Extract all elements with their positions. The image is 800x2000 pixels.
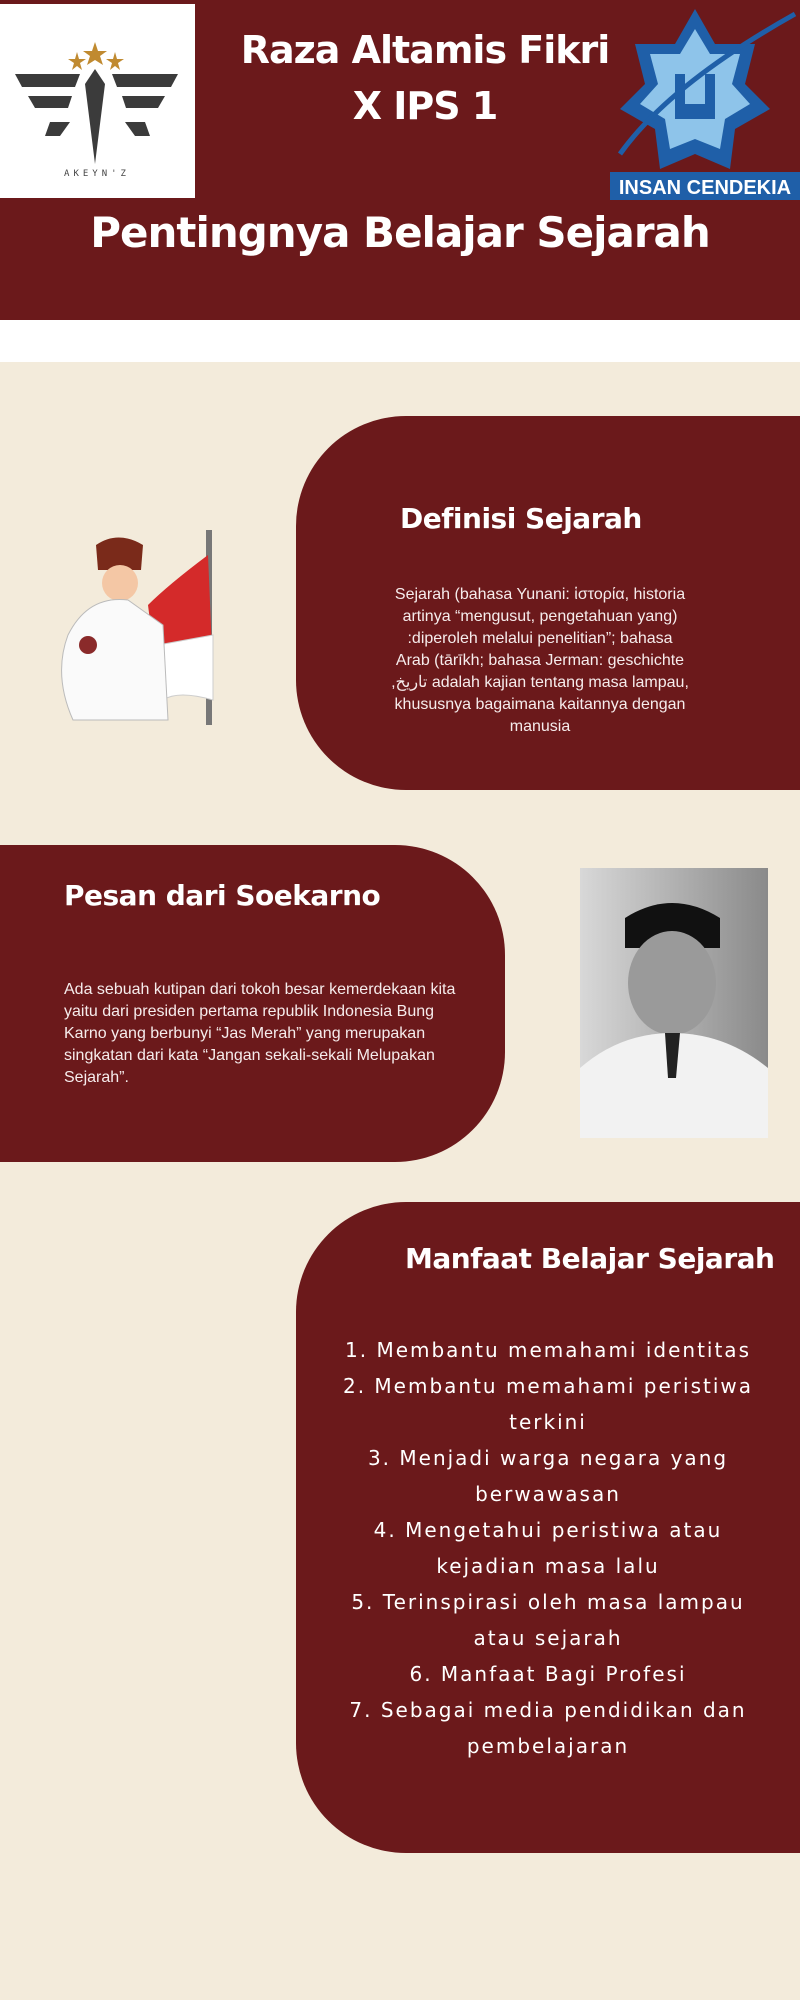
definisi-text: Sejarah (bahasa Yunani: ἱστορία, historia artinya “mengusut, pengetahuan yang) :diperoleh melalui penelitian”; bahasa Arab (tārīkh; bahasa Jerman: geschichte ,تاريخ adalah kajian tentang masa lampau, khususnya bagaimana kaitannya dengan manusia: [391, 586, 689, 735]
manfaat-list: [296, 1332, 800, 1764]
manfaat-card: [296, 1202, 800, 1853]
list-item: 4. Mengetahui peristiwa atau kejadian masa lalu: [373, 1518, 723, 1578]
pesan-text: Ada sebuah kutipan dari tokoh besar kemerdekaan kita yaitu dari presiden pertama republik Indonesia Bung Karno yang berbunyi “Jas Merah” yang merupakan singkatan dari kata “Jangan sekali-sekali Melupakan Sejarah”.: [64, 981, 456, 1086]
list-item: 5. Terinspirasi oleh masa lampau atau sejarah: [351, 1590, 745, 1650]
list-item: 3. Menjadi warga negara yang berwawasan: [367, 1446, 729, 1506]
student-name: Raza Altamis Fikri: [240, 28, 610, 72]
pesan-title: Pesan dari Soekarno: [64, 879, 381, 912]
list-item: 2. Membantu memahami peristiwa terkini: [342, 1374, 754, 1434]
insan-cendekia-logo-text: INSAN CENDEKIA: [618, 177, 792, 199]
akeynz-logo: [0, 4, 195, 198]
definisi-title: Definisi Sejarah: [400, 502, 642, 535]
student-info: [230, 22, 620, 134]
pesan-card: [0, 845, 505, 1162]
divider: [0, 320, 800, 362]
soekarno-photo: [580, 868, 768, 1138]
list-item: 7. Sebagai media pendidikan dan pembelajaran: [349, 1698, 747, 1758]
akeynz-logo-text: AKEYN'Z: [64, 169, 130, 179]
definisi-card: [296, 416, 800, 790]
student-class: X IPS 1: [352, 84, 498, 128]
list-item: 6. Manfaat Bagi Profesi: [409, 1662, 687, 1686]
manfaat-title: Manfaat Belajar Sejarah: [405, 1242, 775, 1275]
insan-cendekia-logo: [610, 4, 800, 200]
flag-salute-illustration: [48, 525, 228, 730]
page-title: Pentingnya Belajar Sejarah: [90, 208, 710, 257]
list-item: 1. Membantu memahami identitas: [345, 1338, 751, 1362]
